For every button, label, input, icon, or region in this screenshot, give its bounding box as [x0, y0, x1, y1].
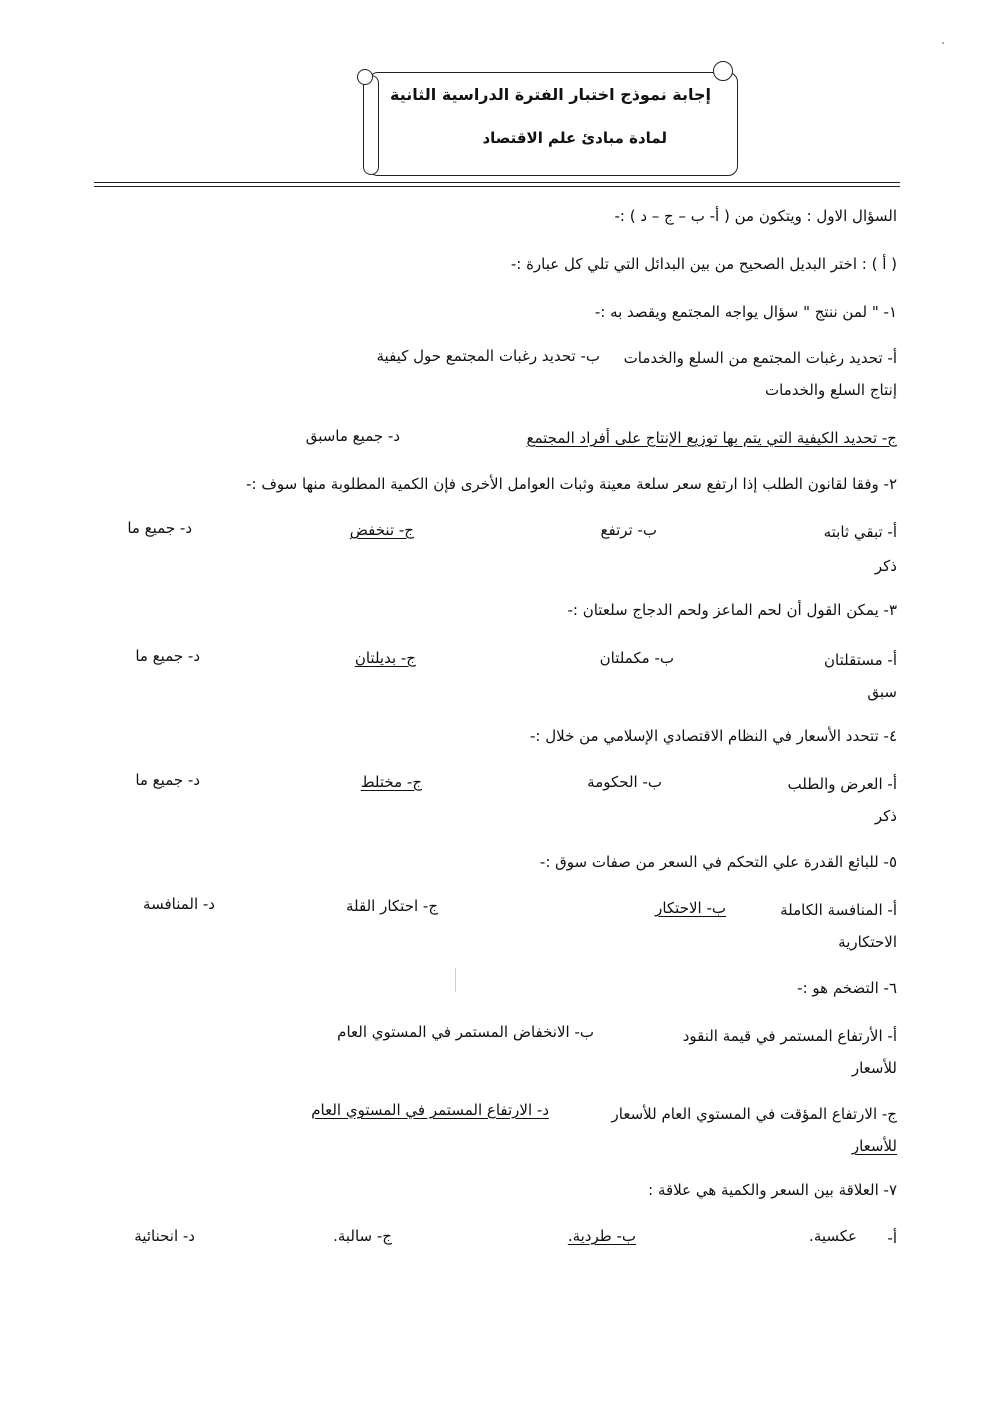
- q4-option-d: د- جميع ما: [135, 771, 200, 789]
- q3-option-d: د- جميع ما: [135, 647, 200, 665]
- scroll-curl: [357, 69, 373, 85]
- question-1-stem: ١- " لمن ننتج " سؤال يواجه المجتمع ويقصد به :-: [594, 303, 897, 321]
- q5-option-d: د- المنافسة: [143, 895, 215, 913]
- q2-option-c-correct: ج- تنخفض: [349, 521, 414, 539]
- q5-option-a: أ- المنافسة الكاملة: [780, 901, 897, 919]
- section-instruction: ( أ ) : اختر البديل الصحيح من بين البدائل التي تلي كل عبارة :-: [510, 255, 897, 273]
- q7-option-b-correct: ب- طردية.: [567, 1227, 636, 1245]
- q1-option-b: ب- تحديد رغبات المجتمع حول كيفية: [376, 347, 600, 365]
- q6-option-wrap-correct: للأسعار: [851, 1137, 897, 1155]
- q4-option-b: ب- الحكومة: [587, 773, 662, 791]
- scroll-curl: [713, 61, 733, 81]
- q2-option-wrap: ذكر: [874, 557, 897, 575]
- q4-option-wrap: ذكر: [874, 807, 897, 825]
- question-2-stem: ٢- وفقا لقانون الطلب إذا ارتفع سعر سلعة معينة وثبات العوامل الأخرى فإن الكمية المطلوبة منها سوف :-: [246, 475, 897, 493]
- q3-option-wrap: سبق: [867, 683, 897, 701]
- q7-option-d: د- انحنائية: [134, 1227, 195, 1245]
- q1-option-a: أ- تحديد رغبات المجتمع من السلع والخدمات: [623, 349, 897, 367]
- question-5-stem: ٥- للبائع القدرة علي التحكم في السعر من صفات سوق :-: [539, 853, 897, 871]
- q5-option-b-correct: ب- الاحتكار: [655, 899, 726, 917]
- q6-option-wrap: للأسعار: [851, 1059, 897, 1077]
- section-heading: السؤال الاول : ويتكون من ( أ- ب – ج – د ) :-: [614, 207, 897, 225]
- scan-speck: [942, 42, 944, 44]
- q3-option-b: ب- مكملتان: [599, 649, 674, 667]
- q2-option-d: د- جميع ما: [127, 519, 192, 537]
- q7-option-c: ج- سالبة.: [333, 1227, 392, 1245]
- question-7-stem: ٧- العلاقة بين السعر والكمية هي علاقة :: [648, 1181, 897, 1199]
- q3-option-c-correct: ج- بديلتان: [354, 649, 416, 667]
- q3-option-a: أ- مستقلتان: [824, 651, 897, 669]
- header-scroll-frame: [368, 72, 738, 176]
- question-4-stem: ٤- تتحدد الأسعار في النظام الاقتصادي الإسلامي من خلال :-: [529, 727, 897, 745]
- question-3-stem: ٣- يمكن القول أن لحم الماعز ولحم الدجاج سلعتان :-: [567, 601, 897, 619]
- q6-option-d-correct: د- الارتفاع المستمر في المستوي العام: [311, 1101, 549, 1119]
- page-title: إجابة نموذج اختبار الفترة الدراسية الثانية: [390, 85, 711, 104]
- q2-option-a: أ- تبقي ثابته: [823, 523, 897, 541]
- q1-option-wrap: إنتاج السلع والخدمات: [765, 381, 897, 399]
- header-divider: [94, 182, 900, 183]
- q6-option-a: أ- الأرتفاع المستمر في قيمة النقود: [682, 1027, 897, 1045]
- subject-title: لمادة مبادئ علم الاقتصاد: [482, 129, 667, 147]
- q7-option-a: عكسية.: [809, 1227, 857, 1245]
- q6-option-b: ب- الانخفاض المستمر في المستوي العام: [337, 1023, 594, 1041]
- q7-option-a-label: أ-: [887, 1229, 897, 1247]
- q2-option-b: ب- ترتفع: [600, 521, 657, 539]
- question-6-stem: ٦- التضخم هو :-: [797, 979, 897, 997]
- q5-option-wrap: الاحتكارية: [838, 933, 897, 951]
- scan-mark: [455, 968, 456, 992]
- header-divider: [94, 186, 900, 187]
- q1-option-c-correct: ج- تحديد الكيفية التي يتم بها توزيع الإنتاج على أفراد المجتمع: [526, 429, 897, 447]
- q1-option-d: د- جميع ماسبق: [305, 427, 400, 445]
- q5-option-c: ج- احتكار القلة: [345, 897, 438, 915]
- scroll-roll: [363, 75, 379, 175]
- q4-option-c-correct: ج- مختلط: [360, 773, 422, 791]
- q6-option-c: ج- الارتفاع المؤقت في المستوي العام للأسعار: [611, 1105, 897, 1123]
- q4-option-a: أ- العرض والطلب: [787, 775, 897, 793]
